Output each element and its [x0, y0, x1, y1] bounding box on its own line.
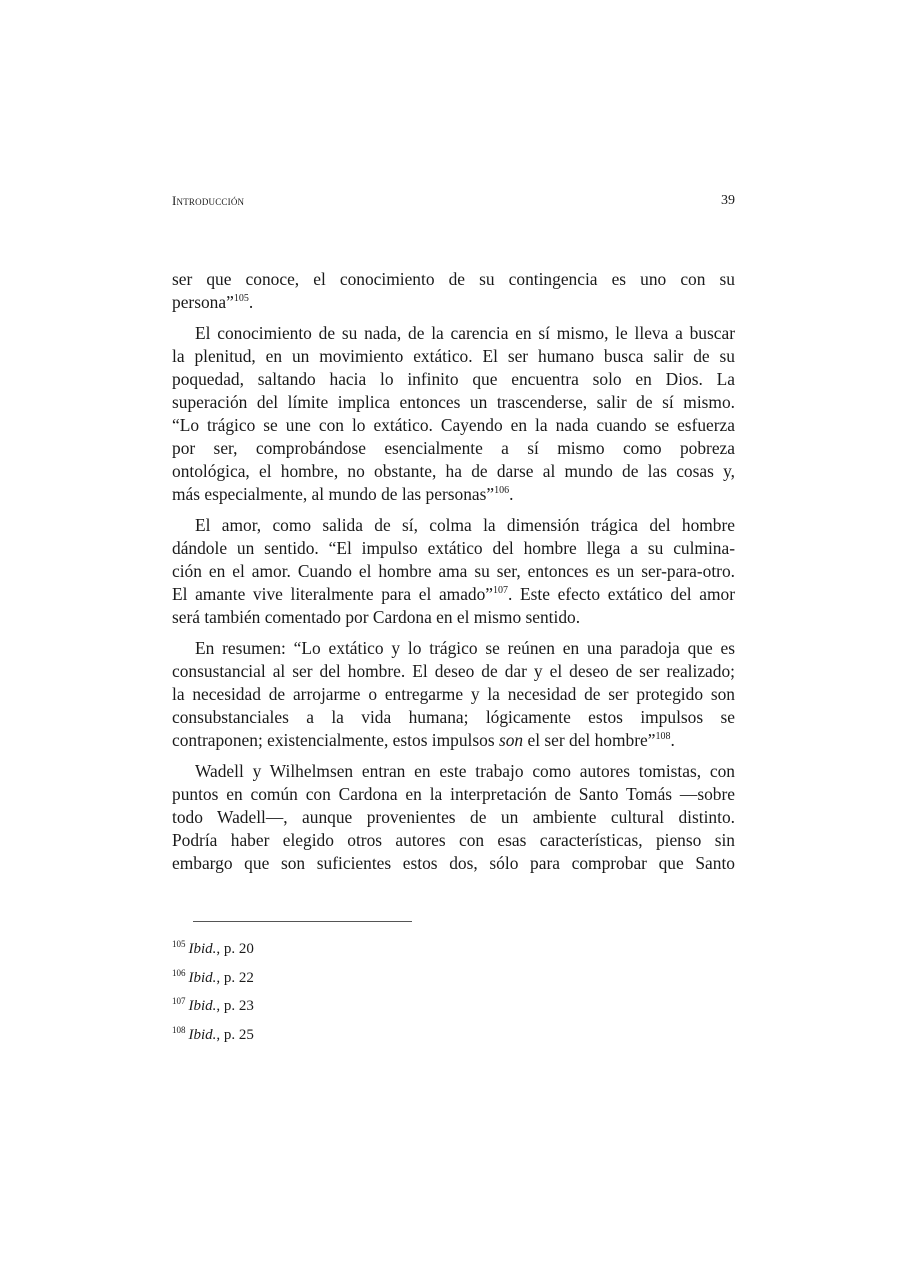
footnote [172, 938, 254, 967]
text-segment: por ser, comprobándose esencialmente a sí mismo como pobreza [172, 438, 735, 458]
text-line [172, 268, 735, 291]
footnote-ref: Ibid. [188, 941, 217, 957]
paragraph [172, 322, 735, 506]
text-line [172, 537, 735, 560]
page-header [172, 193, 735, 213]
footnote [172, 1024, 254, 1053]
footnote-reference: 107 [493, 585, 509, 596]
text-line [172, 437, 735, 460]
text-line [172, 660, 735, 683]
text-line [172, 637, 735, 660]
footnote-page: , p. 23 [216, 998, 254, 1015]
footnote-ref: Ibid. [188, 998, 217, 1015]
text-segment: Podría haber elegido otros autores con esas características, pienso sin [172, 830, 735, 850]
text-segment: ser que conoce, el conocimiento de su contingencia es uno con su [172, 269, 735, 289]
text-segment: . [509, 484, 514, 504]
text-line [172, 783, 735, 806]
paragraph [172, 268, 735, 314]
footnote-number: 108 [172, 1025, 186, 1036]
footnote-reference: 105 [233, 293, 249, 304]
footnote-ref: Ibid. [188, 1027, 217, 1044]
footnote-number: 107 [172, 996, 186, 1007]
paragraph [172, 637, 735, 752]
text-line [172, 683, 735, 706]
text-line [172, 583, 735, 606]
text-segment: contraponen; existencialmente, estos impulsos [172, 730, 499, 750]
text-line [172, 368, 735, 391]
footnote-reference: 106 [494, 485, 510, 496]
text-line [172, 460, 735, 483]
text-segment: todo Wadell—, aunque provenientes de un ambiente cultural distinto. [172, 807, 735, 827]
text-line [172, 322, 735, 345]
italic-text: son [498, 730, 524, 750]
running-title: Introducción [172, 193, 245, 208]
text-line [172, 606, 735, 629]
text-segment: la necesidad de arrojarme o entregarme y la necesidad de ser protegido son [172, 684, 735, 704]
text-segment: El conocimiento de su nada, de la carencia en sí mismo, le lleva a buscar [195, 323, 735, 343]
text-line [172, 760, 735, 783]
body-text [172, 268, 735, 883]
page-number: 39 [721, 193, 735, 208]
text-segment: . Este efecto extático del amor [508, 584, 735, 604]
footnote [172, 967, 254, 996]
paragraph [172, 760, 735, 875]
paragraph [172, 514, 735, 629]
text-segment: la plenitud, en un movimiento extático. El ser humano busca salir de su [172, 346, 735, 366]
footnote-reference: 108 [655, 731, 671, 742]
text-segment: dándole un sentido. “El impulso extático del hombre llega a su culmina- [172, 538, 735, 558]
text-segment: “Lo trágico se une con lo extático. Cayendo en la nada cuando se esfuerza [172, 415, 735, 435]
footnote-number: 105 [172, 939, 186, 949]
text-line [172, 829, 735, 852]
footnote-ref: Ibid. [188, 969, 217, 986]
text-segment: El amor, como salida de sí, colma la dimensión trágica del hombre [195, 515, 735, 535]
text-segment: ción en el amor. Cuando el hombre ama su ser, entonces es un ser-para-otro. [172, 561, 735, 581]
text-line [172, 806, 735, 829]
text-line [172, 729, 735, 752]
text-segment: superación del límite implica entonces un trascenderse, salir de sí mismo. [172, 392, 735, 412]
footnote-separator [193, 921, 412, 922]
text-segment: El amante vive literalmente para el amado” [172, 584, 494, 604]
footnote-number: 106 [172, 967, 186, 978]
text-line [172, 706, 735, 729]
text-segment: consustancial al ser del hombre. El deseo de dar y el deseo de ser realizado; [172, 661, 735, 681]
text-segment: . [248, 292, 254, 312]
text-segment: consubstanciales a la vida humana; lógicamente estos impulsos se [172, 707, 735, 727]
text-segment: embargo que son suficientes estos dos, sólo para comprobar que Santo [172, 853, 735, 873]
text-segment: puntos en común con Cardona en la interpretación de Santo Tomás —sobre [172, 784, 735, 804]
text-segment: Wadell y Wilhelmsen entran en este trabajo como autores tomistas, con [195, 761, 735, 781]
text-segment: poquedad, saltando hacia lo infinito que encuentra solo en Dios. La [172, 369, 735, 389]
footnote-page: , p. 25 [216, 1027, 254, 1044]
text-line [172, 391, 735, 414]
footnote [172, 995, 254, 1024]
text-line [172, 514, 735, 537]
text-line [172, 291, 735, 314]
footnotes [172, 938, 254, 1053]
text-segment: . [670, 730, 675, 750]
text-line [172, 560, 735, 583]
text-segment: persona” [172, 292, 234, 312]
text-line [172, 414, 735, 437]
text-segment: el ser del hombre” [523, 730, 656, 750]
text-segment: será también comentado por Cardona en el mismo sentido. [172, 607, 581, 627]
text-segment: más especialmente, al mundo de las personas” [172, 484, 495, 504]
text-line [172, 483, 735, 506]
text-segment: En resumen: “Lo extático y lo trágico se reúnen en una paradoja que es [195, 638, 735, 658]
footnote-page: , p. 22 [216, 969, 254, 986]
footnote-page: , p. 20 [216, 941, 254, 957]
text-line [172, 345, 735, 368]
text-line [172, 852, 735, 875]
text-segment: ontológica, el hombre, no obstante, ha de darse al mundo de las cosas y, [172, 461, 735, 481]
